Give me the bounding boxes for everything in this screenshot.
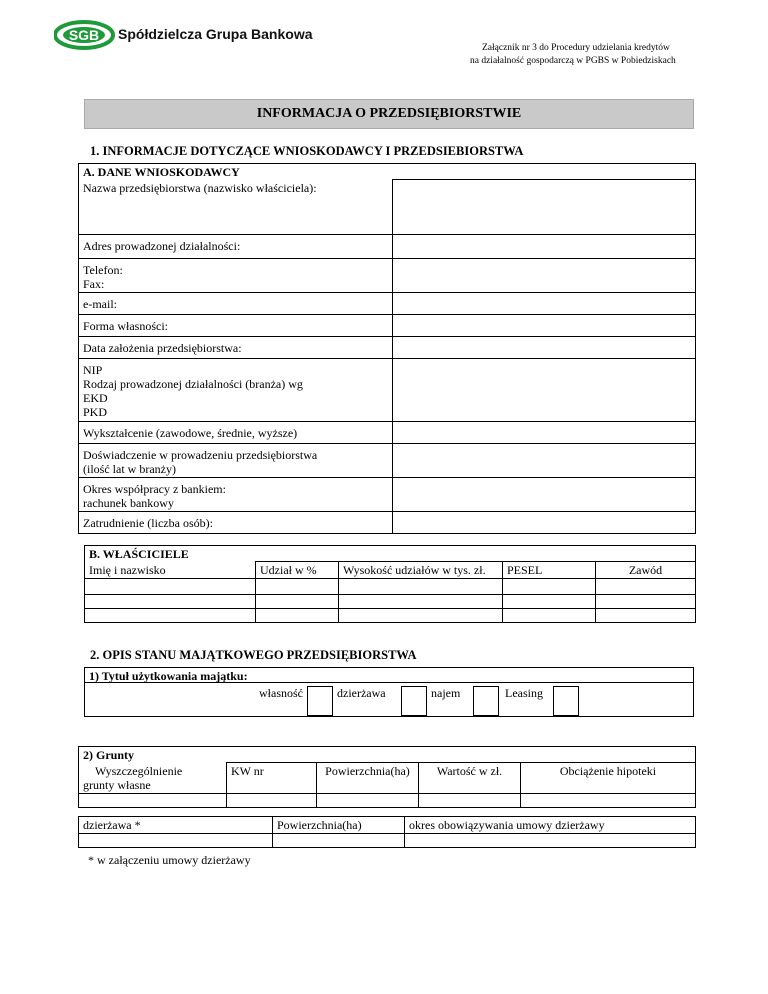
owner-cell[interactable] [596, 609, 696, 623]
land-col-description [79, 763, 227, 794]
annex-line-2: na działalność gospodarczą w PGBS w Pobiedziskach [470, 56, 676, 66]
owners-col-pesel: PESEL [503, 562, 596, 579]
lease-col-period: okres obowiązywania umowy dzierżawy [405, 817, 696, 834]
title-of-use-heading: 1) Tytuł użytkowania majątku: [89, 669, 248, 683]
owner-cell[interactable] [339, 595, 503, 609]
field-label: Data założenia przedsiębiorstwa: [79, 337, 393, 359]
land-heading: 2) Grunty [79, 747, 696, 763]
owner-cell[interactable] [503, 579, 596, 595]
owner-cell[interactable] [503, 609, 596, 623]
owner-cell[interactable] [339, 609, 503, 623]
field-value[interactable] [393, 444, 696, 478]
field-value[interactable] [393, 235, 696, 259]
owner-cell[interactable] [256, 579, 339, 595]
owner-cell[interactable] [256, 595, 339, 609]
field-label: Doświadczenie w prowadzeniu przedsiębiorstwa (ilość lat w branży) [79, 444, 393, 478]
field-label: Wykształcenie (zawodowe, średnie, wyższe) [79, 422, 393, 444]
owners-col-name: Imię i nazwisko [85, 562, 256, 579]
field-label: Nazwa przedsiębiorstwa (nazwisko właściciela): [79, 180, 393, 235]
lease-footnote: * w załączeniu umowy dzierżawy [88, 853, 251, 867]
field-label: NIP Rodzaj prowadzonej działalności (branża) wg EKD PKD [79, 359, 393, 422]
owner-cell[interactable] [503, 595, 596, 609]
owner-cell[interactable] [596, 579, 696, 595]
annex-note [470, 42, 710, 68]
lease-cell[interactable] [273, 834, 405, 848]
land-cell[interactable] [521, 793, 696, 807]
owner-cell[interactable] [596, 595, 696, 609]
title-of-use-box [84, 667, 694, 717]
owners-col-amount: Wysokość udziałów w tys. zł. [339, 562, 503, 579]
annex-line-1: Załącznik nr 3 do Procedury udzielania kredytów [482, 43, 670, 53]
field-label: Adres prowadzonej działalności: [79, 235, 393, 259]
field-label: Okres współpracy z bankiem: rachunek bankowy [79, 478, 393, 512]
sgb-logo [54, 20, 118, 54]
brand-name: Spółdzielcza Grupa Bankowa [118, 26, 313, 42]
land-col-area: Powierzchnia(ha) [317, 763, 419, 794]
owner-cell[interactable] [85, 595, 256, 609]
field-label: e-mail: [79, 293, 393, 315]
owner-cell[interactable] [339, 579, 503, 595]
owners-heading: B. WŁAŚCICIELE [85, 546, 696, 562]
land-col-description-line2: grunty własne [83, 777, 151, 792]
field-value[interactable] [393, 337, 696, 359]
field-label: Zatrudnienie (liczba osób): [79, 512, 393, 534]
logo-text: SGB [68, 27, 100, 43]
owners-col-profession: Zawód [596, 562, 696, 579]
field-label: Forma własności: [79, 315, 393, 337]
lease-table [78, 816, 696, 848]
land-cell[interactable] [227, 793, 317, 807]
option-rent-checkbox[interactable] [473, 686, 499, 716]
owners-col-share: Udział w % [256, 562, 339, 579]
field-value[interactable] [393, 315, 696, 337]
field-value[interactable] [393, 359, 696, 422]
section1-heading: 1. INFORMACJE DOTYCZĄCE WNIOSKODAWCY I PRZEDSIEBIORSTWA [90, 144, 524, 158]
applicant-table [78, 163, 696, 534]
lease-cell[interactable] [405, 834, 696, 848]
land-col-mortgage: Obciążenie hipoteki [521, 763, 696, 794]
option-lease-checkbox[interactable] [401, 686, 427, 716]
land-col-description-line1: Wyszczególnienie [95, 763, 183, 778]
option-leasing-checkbox[interactable] [553, 686, 579, 716]
field-value[interactable] [393, 293, 696, 315]
field-value[interactable] [393, 422, 696, 444]
owner-cell[interactable] [85, 579, 256, 595]
lease-cell[interactable] [79, 834, 273, 848]
land-col-value: Wartość w zł. [419, 763, 521, 794]
applicant-subheading: A. DANE WNIOSKODAWCY [79, 164, 696, 180]
option-leasing-label: Leasing [505, 686, 543, 700]
land-cell[interactable] [419, 793, 521, 807]
field-value[interactable] [393, 259, 696, 293]
land-table [78, 746, 696, 808]
option-rent-label: najem [431, 686, 461, 700]
page-title: INFORMACJA O PRZEDSIĘBIORSTWIE [84, 99, 694, 129]
owner-cell[interactable] [256, 609, 339, 623]
land-cell[interactable] [79, 793, 227, 807]
option-ownership-label: własność [259, 686, 303, 700]
option-lease-label: dzierżawa [337, 686, 386, 700]
field-value[interactable] [393, 180, 696, 235]
lease-col-area: Powierzchnia(ha) [273, 817, 405, 834]
option-ownership-checkbox[interactable] [307, 686, 333, 716]
owner-cell[interactable] [85, 609, 256, 623]
land-col-kw: KW nr [227, 763, 317, 794]
lease-col-lease: dzierżawa * [79, 817, 273, 834]
owners-table [84, 545, 696, 623]
field-value[interactable] [393, 478, 696, 512]
section2-heading: 2. OPIS STANU MAJĄTKOWEGO PRZEDSIĘBIORSTWA [90, 648, 417, 662]
field-label: Telefon: Fax: [79, 259, 393, 293]
field-value[interactable] [393, 512, 696, 534]
land-cell[interactable] [317, 793, 419, 807]
